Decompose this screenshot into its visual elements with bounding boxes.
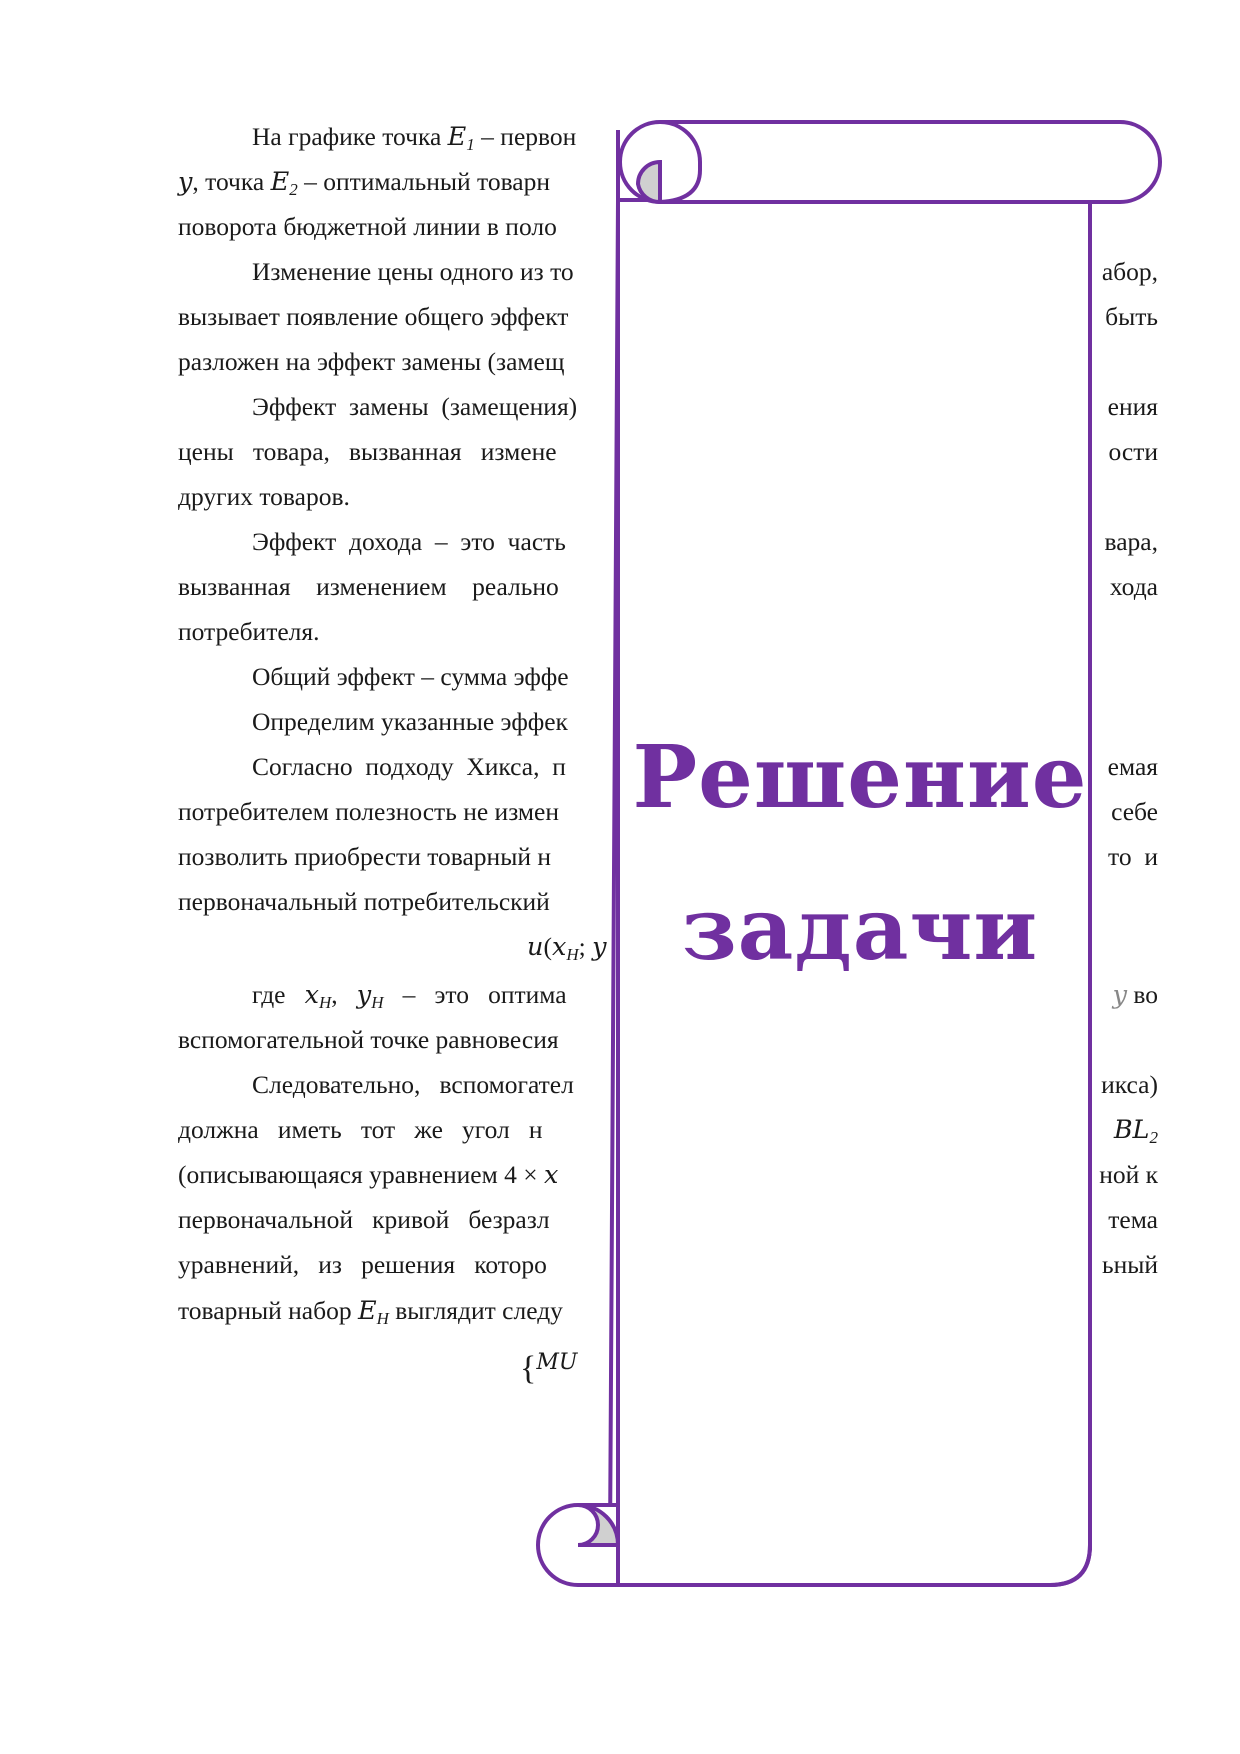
text-fragment-right: емая [1107,752,1158,781]
text-fragment-right: ьный [1101,1250,1158,1279]
text-fragment: вспомогательной точке равновесия [178,1025,559,1054]
right-word: во [1133,980,1158,1009]
text-fragment: потребителем полезность не измен [178,797,560,826]
scroll-title-line-1: Решение [632,727,1088,828]
text-fragment-right: то и [1108,842,1158,871]
text-fragment-right: $BL_2$ [1113,1115,1158,1147]
text-fragment: первоначальный потребительский [178,887,550,916]
text-fragment-right: быть [1105,302,1158,331]
text-fragment: товарный набор $E_H$ выглядит следу [178,1296,563,1328]
stray-y: y [1112,980,1127,1010]
text-fragment: вызывает появление общего эффект [178,302,569,331]
text-fragment: где $x_H$, $y_H$ – это оптима [252,980,567,1012]
text-fragment: y, точка $E_2$ – оптимальный товарн [178,167,551,199]
text-fragment-right: хода [1109,572,1158,601]
text-fragment: уравнений, из решения которо [178,1250,547,1279]
text-fragment: других товаров. [178,482,350,511]
text-fragment-right: ения [1107,392,1158,421]
text-fragment: вызванная изменением реально [178,572,559,601]
text-fragment: Следовательно, вспомогател [252,1070,574,1099]
formula-fragment: {$^{MU}$ [520,1350,578,1387]
text-fragment: Эффект дохода – это часть [252,527,566,556]
formula-fragment: $u(x_H$; y [527,932,607,964]
text-fragment: позволить приобрести товарный н [178,842,551,871]
text-fragment-right: ости [1108,437,1158,466]
text-fragment-right: себе [1111,797,1158,826]
text-fragment: Согласно подходу Хикса, п [252,752,566,781]
text-fragment: (описывающаяся уравнением 4 × x [178,1160,559,1190]
text-fragment: поворота бюджетной линии в поло [178,212,557,241]
text-fragment: Эффект замены (замещения) [252,392,578,421]
text-fragment-right: тема [1108,1205,1158,1234]
text-fragment: На графике точка $E_1$ – первон [252,122,577,154]
text-fragment: цены товара, вызванная измене [178,437,557,466]
text-fragment: Изменение цены одного из то [252,257,574,286]
text-fragment-right: абор, [1101,257,1158,286]
text-fragment: потребителя. [178,617,320,646]
text-fragment: Общий эффект – сумма эффе [252,662,569,691]
text-fragment: должна иметь тот же угол н [178,1115,543,1144]
text-fragment-right: вара, [1104,527,1158,556]
text-fragment: разложен на эффект замены (замещ [178,347,565,376]
text-fragment: Определим указанные эффек [252,707,568,736]
text-fragment: первоначальной кривой безразл [178,1205,550,1234]
text-fragment-right: ной к [1099,1160,1158,1189]
text-fragment-right: икса) [1101,1070,1158,1099]
scroll-title-line-2: задачи [681,879,1039,980]
